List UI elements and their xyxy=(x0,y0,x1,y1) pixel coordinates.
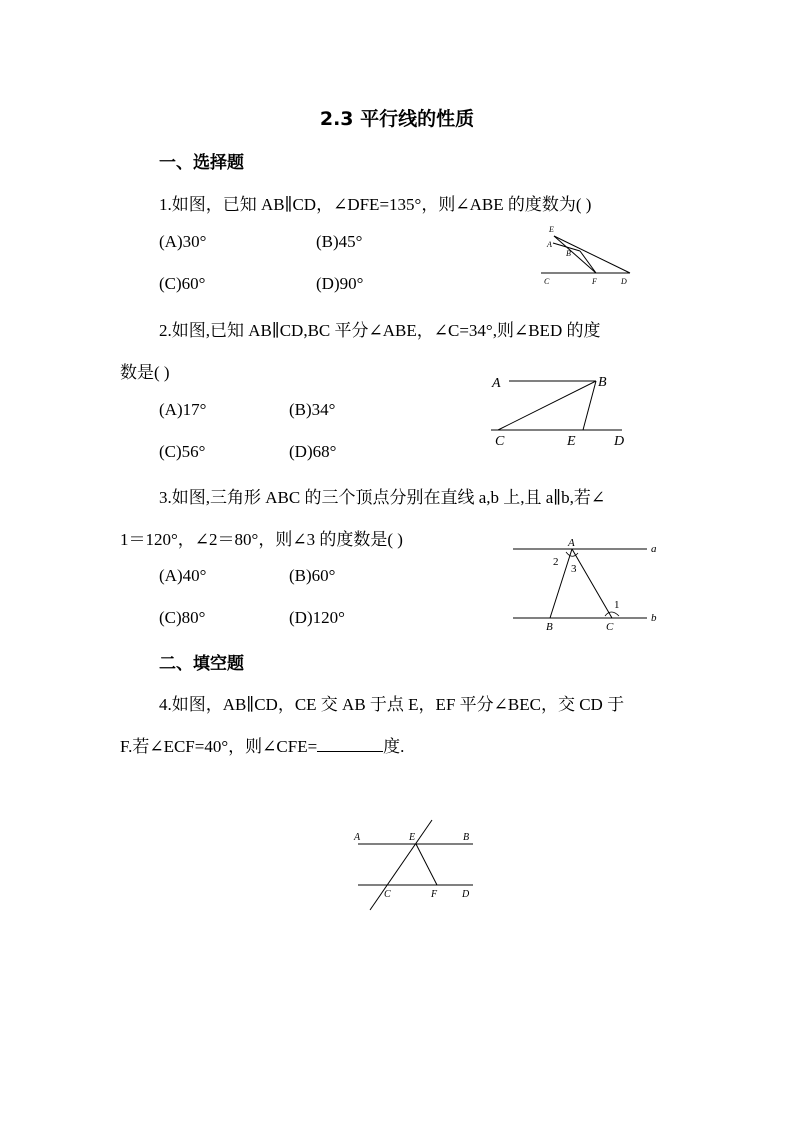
q1-option-c: (C)60° xyxy=(159,274,206,293)
q2-label-D: D xyxy=(614,434,625,449)
q2-label-A: A xyxy=(492,376,501,391)
q3-label-a: a xyxy=(651,543,657,555)
q3-option-b: (B)60° xyxy=(289,566,336,585)
q3-figure xyxy=(508,534,663,632)
q1-label-E: E xyxy=(549,225,554,234)
q1-option-d: (D)90° xyxy=(316,274,364,293)
q2-option-a: (A)17° xyxy=(159,400,207,419)
q4-figure xyxy=(350,815,480,915)
q3-label-B: B xyxy=(546,621,553,632)
q4-label-E: E xyxy=(409,832,416,843)
question-3-text-line1: 3.如图,三角形 ABC 的三个顶点分别在直线 a,b 上,且 a∥b,若∠ xyxy=(159,488,606,507)
q1-label-A: A xyxy=(547,240,552,249)
page-title: 2.3 平行线的性质 xyxy=(319,108,475,130)
q2-label-E: E xyxy=(567,434,576,449)
q4-text-before-blank: F.若∠ECF=40°，则∠CFE= xyxy=(120,737,318,756)
q3-label-3: 3 xyxy=(571,563,577,575)
q2-label-C: C xyxy=(495,434,505,449)
q4-label-B: B xyxy=(463,832,470,843)
question-2-text-line1: 2.如图,已知 AB∥CD,BC 平分∠ABE，∠C=34°,则∠BED 的度 xyxy=(159,321,601,340)
q4-text-after-blank: 度. xyxy=(383,737,405,756)
q1-option-a: (A)30° xyxy=(159,232,207,251)
answer-blank[interactable] xyxy=(317,737,383,752)
q3-label-C: C xyxy=(606,621,614,632)
q2-option-b: (B)34° xyxy=(289,400,336,419)
question-4-text-line1: 4.如图，AB∥CD，CE 交 AB 于点 E，EF 平分∠BEC，交 CD 于 xyxy=(159,695,625,714)
question-3-text-line2: 1＝120°，∠2＝80°，则∠3 的度数是( ) xyxy=(120,530,403,549)
q3-option-a: (A)40° xyxy=(159,566,207,585)
q2-option-c: (C)56° xyxy=(159,442,206,461)
question-2-text-line2: 数是( ) xyxy=(120,363,170,382)
q4-label-D: D xyxy=(462,889,470,900)
q1-option-b: (B)45° xyxy=(316,232,363,251)
q2-figure xyxy=(485,368,635,450)
q3-label-b: b xyxy=(651,612,657,624)
question-1-text: 1.如图，已知 AB∥CD，∠DFE=135°，则∠ABE 的度数为( ) xyxy=(159,195,592,214)
question-4-text-line2 xyxy=(120,732,404,757)
section-heading-fill: 二、填空题 xyxy=(159,654,244,674)
q4-label-F: F xyxy=(431,889,438,900)
q1-label-D: D xyxy=(621,277,627,286)
q4-label-A: A xyxy=(354,832,361,843)
q1-label-B: B xyxy=(566,249,571,258)
q2-option-d: (D)68° xyxy=(289,442,337,461)
q3-option-c: (C)80° xyxy=(159,608,206,627)
q3-label-A: A xyxy=(568,537,575,549)
q3-option-d: (D)120° xyxy=(289,608,345,627)
q1-label-F: F xyxy=(592,277,597,286)
q3-label-2: 2 xyxy=(553,556,559,568)
q1-label-C: C xyxy=(544,277,550,286)
q1-figure xyxy=(535,222,635,290)
section-heading-choice: 一、选择题 xyxy=(159,153,244,173)
q4-label-C: C xyxy=(384,889,391,900)
q3-label-1: 1 xyxy=(614,599,620,611)
q2-label-B: B xyxy=(598,375,607,390)
